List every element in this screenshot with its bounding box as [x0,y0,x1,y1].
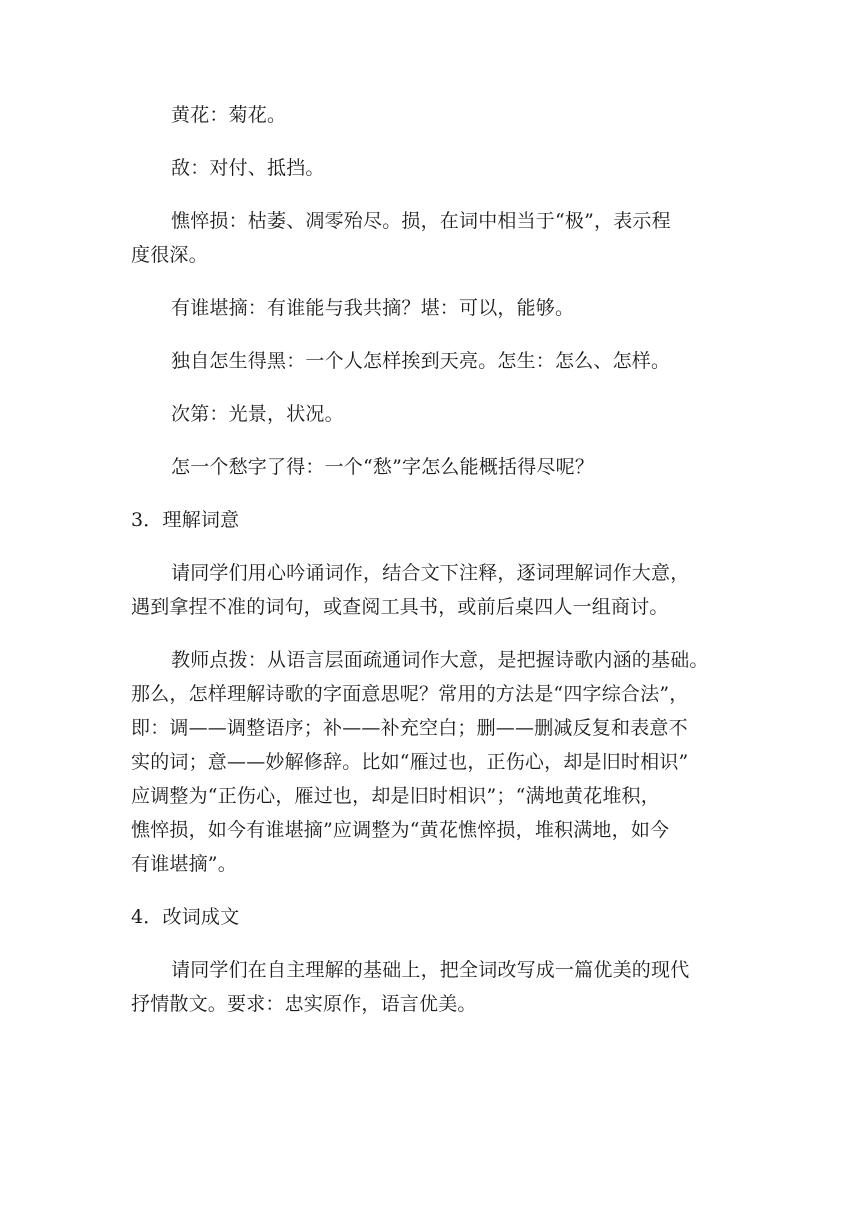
section-heading-4 [131,900,731,934]
paragraph-line: 那么，怎样理解诗歌的字面意思呢？常用的方法是“四字综合法”， [131,683,689,705]
paragraph-annotation-chouzi [131,450,731,484]
paragraph-line: 即：调——调整语序；补——补充空白；删——删减反复和表意不 [131,717,688,739]
paragraph-line: 应调整为“正伤心，雁过也，却是旧时相识”；“满地黄花堆积， [131,785,660,807]
paragraph-line: 敌：对付、抵挡。 [171,157,325,179]
paragraph-line: 憔悴损：枯萎、凋零殆尽。损，在词中相当于“极”，表示程 [171,210,671,232]
paragraph-line: 怎一个愁字了得：一个“愁”字怎么能概括得尽呢？ [171,456,595,478]
paragraph-line: 有谁堪摘：有谁能与我共摘？堪：可以，能够。 [171,297,575,319]
paragraph-line: 黄花：菊花。 [171,104,287,126]
paragraph-line: 实的词；意——妙解修辞。比如“雁过也，正伤心，却是旧时相识” [131,751,689,773]
paragraph-line: 憔悴损，如今有谁堪摘”应调整为“黄花憔悴损，堆积满地，如今 [131,819,670,841]
paragraph-line: 独自怎生得黑：一个人怎样挨到天亮。怎生：怎么、怎样。 [171,350,671,372]
paragraph-line: 有谁堪摘”。 [131,853,237,875]
section-heading-3 [131,503,731,537]
paragraph-teacher-guidance [131,643,731,881]
document-body [131,98,731,1040]
section-heading-line: 4．改词成文 [131,906,240,928]
paragraph-line: 教师点拨：从语言层面疏通词作大意，是把握诗歌内涵的基础。 [171,649,709,671]
paragraph-line: 遇到拿捏不准的词句，或查阅工具书，或前后桌四人一组商讨。 [131,596,669,618]
section-heading-line: 3．理解词意 [131,509,240,531]
paragraph-line: 请同学们在自主理解的基础上，把全词改写成一篇优美的现代 [171,959,690,981]
paragraph-line: 次第：光景，状况。 [171,403,344,425]
paragraph-annotation-youshuikanzhai [131,291,731,325]
paragraph-annotation-duzizenshengdehei [131,344,731,378]
paragraph-understand-instructions [131,556,731,624]
paragraph-annotation-qiaocuisun [131,204,731,272]
paragraph-annotation-di [131,151,731,185]
paragraph-rewrite-instructions [131,953,731,1021]
paragraph-line: 抒情散文。要求：忠实原作，语言优美。 [131,993,477,1015]
paragraph-line: 度很深。 [131,244,208,266]
paragraph-line: 请同学们用心吟诵词作，结合文下注释，逐词理解词作大意， [171,562,690,584]
paragraph-annotation-cidi [131,397,731,431]
paragraph-annotation-huanghua [131,98,731,132]
